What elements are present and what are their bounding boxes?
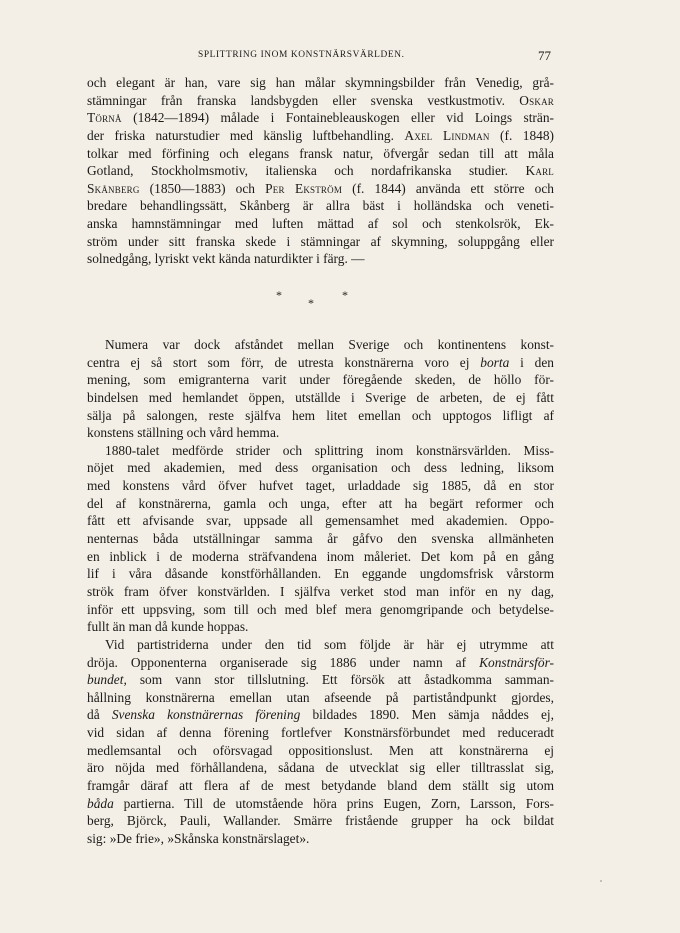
text-line: nenternas båda utställningar samma år gåfvo den svenska allmänheten	[87, 531, 554, 547]
text-line: inför ett uppsving, som till och med blef mera genomgripande och betydelse-	[87, 601, 554, 617]
section-break-asterism	[270, 288, 360, 312]
text-line: tolkar med förfining och elegans fransk natur, öfvergår sedan till att måla	[87, 145, 554, 161]
text-line: konstens ställning och vård hemma.	[87, 425, 280, 441]
text-line: Törnå (1842—1894) målade i Fontainebleauskogen eller vid Loings strän-	[87, 110, 554, 126]
paragraph-1880s-strife	[87, 442, 554, 636]
artist-name: Axel Lindman	[404, 127, 490, 143]
text-line: båda partierna. Till de utomstående höra prins Eugen, Zorn, Larsson, Fors-	[87, 795, 554, 811]
asterisk: *	[342, 288, 348, 302]
text-line: med konstens vård öfver hufvet taget, urladdade sig 1885, då en stor	[87, 478, 554, 494]
text-line: solnedgång, lyriskt vekt kända naturdikter i färg. —	[87, 251, 365, 267]
text-line: mening, som emigranterna varit under föregående skeden, de höllo för-	[87, 372, 554, 388]
main-text	[87, 336, 554, 848]
text-line: bundet, som vann stor tillslutning. Ett försök att åstadkomma samman-	[87, 672, 554, 688]
text-line: nöjet med akademien, med dess organisation och dess ledning, liksom	[87, 460, 554, 476]
text-line: Numera var dock afståndet mellan Sverige och kontinentens konst-	[105, 337, 554, 352]
asterisk: *	[308, 296, 314, 310]
text-line: strök fram öfver konstvärlden. I själfva verket stod man inför en ny dag,	[87, 583, 554, 599]
paper-speck	[600, 880, 602, 882]
text-line: framgår däraf att flera af de mest betydande bland dem ställt sig utom	[87, 778, 554, 794]
text-line: Gotland, Stockholmsmotiv, italienska och nordafrikanska studier. Karl	[87, 163, 554, 179]
artist-name: Karl	[525, 163, 554, 179]
text-line: centra ej så stort som förr, de utresta konstnärerna voro ej borta i den	[87, 354, 554, 370]
text-line: fått ett afvisande svar, uppsade all gemensamhet med akademien. Oppo-	[87, 513, 554, 529]
paragraph-foreign-contact	[87, 336, 554, 442]
text-line: då Svenska konstnärernas förening bildades 1890. Men sämja nåddes ej,	[87, 707, 554, 723]
artist-name: Oskar	[519, 92, 554, 108]
text-line: vid sidan af denna förening fortlefver Konstnärsförbundet med reduceradt	[87, 725, 554, 741]
text-line: del af konstnärerna, gamla och unga, efter att ha begärt reformer och	[87, 495, 554, 511]
text-line: medlemsantal och oförsvagad oppositionslust. Men att konstnärerna ej	[87, 742, 554, 758]
paragraph-party-strife	[87, 636, 554, 848]
text-line: en inblick i de moderna sträfvandena inom måleriet. Det kom på en gång	[87, 548, 554, 564]
page-number: 77	[538, 48, 551, 63]
artist-name: Per Ekström	[265, 180, 343, 196]
text-line: der friska naturstudier med känslig luftbehandling. Axel Lindman (f. 1848)	[87, 127, 554, 143]
text-line: och elegant är han, vare sig han målar skymningsbilder från Venedig, grå-	[87, 75, 554, 90]
artist-name: Törnå	[87, 110, 122, 126]
text-line: Vid partistriderna under den tid som följde är här ej utrymme att	[105, 636, 554, 652]
running-title: SPLITTRING INOM KONSTNÄRSVÄRLDEN.	[198, 50, 405, 60]
text-line: dröja. Opponenterna organiserade sig 1886 under namn af Konstnärsför-	[87, 654, 554, 670]
text-line: hållning konstnärerna emellan utan afseende på partiståndpunkt gjordes,	[87, 689, 554, 705]
text-line: sig: »De frie», »Skånska konstnärslaget».	[87, 830, 310, 846]
text-line: bredare behandlingssätt, Skånberg är allra bäst i holländska och veneti-	[87, 198, 554, 214]
text-line: anska hamnstämningar med luften mättad af sol och stenkolsrök, Ek-	[87, 216, 554, 232]
text-line: bindelsen med hemlandet öppen, utställde i Sverige de arbeten, de ej fått	[87, 389, 554, 405]
text-line: lif i våra dåsande konstförhållanden. En eggande ungdomsfrisk vårstorm	[87, 566, 554, 582]
asterisk: *	[276, 288, 282, 302]
artist-name: Skånberg	[87, 180, 140, 196]
text-line: sälja på salongen, reste själfva hem litet emellan och upptogos lifligt af	[87, 407, 554, 423]
text-line: berg, Björck, Pauli, Wallander. Smärre fristående grupper ha ock bildat	[87, 813, 554, 829]
paragraph-art-history-continuation	[87, 74, 554, 268]
text-line: fullt än man då kunde hoppas.	[87, 619, 249, 635]
text-line: Skånberg (1850—1883) och Per Ekström (f. 1844) använda ett större och	[87, 180, 554, 196]
text-line: äro nöjda med förhållandena, sådana de utvecklat sig eller tilltrasslat sig,	[87, 760, 554, 776]
text-line: 1880-talet medförde strider och splittring inom konstnärsvärlden. Miss-	[105, 442, 554, 458]
text-line: ström under sitt franska skede i stämningar af skymning, soluppgång eller	[87, 233, 554, 249]
text-line: stämningar från franska landsbygden eller svenska vestkustmotiv. Oskar	[87, 92, 554, 108]
